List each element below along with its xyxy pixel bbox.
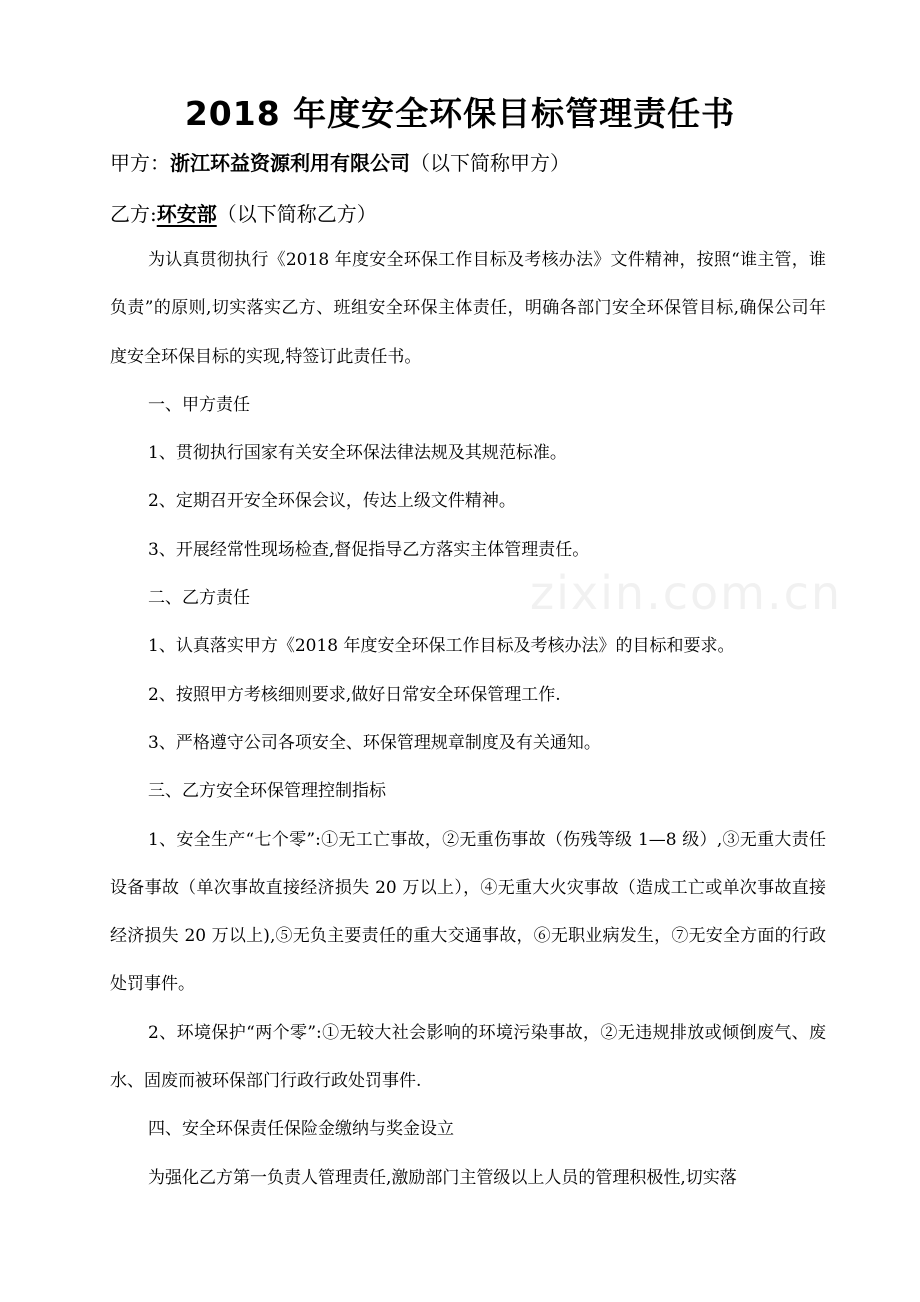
intro-paragraph: 为认真贯彻执行《2018 年度安全环保工作目标及考核办法》文件精神，按照“谁主管，谁负责”的原则,切实落实乙方、班组安全环保主体责任，明确各部门安全环保管目标,确保公司年度安全环保目标的实现,特签订此责任书。 — [110, 250, 826, 367]
list-item: 1、贯彻执行国家有关安全环保法律法规及其规范标准。 — [148, 443, 567, 464]
list-item: 2、环境保护“两个零”:①无较大社会影响的环境污染事故，②无违规排放或倾倒废气、废水、固废而被环保部门行政行政处罚事件. — [110, 1022, 826, 1092]
list-item: 2、按照甲方考核细则要求,做好日常安全环保管理工作. — [148, 684, 561, 705]
body-paragraph: 为强化乙方第一负责人管理责任,激励部门主管级以上人员的管理积极性,切实落 — [148, 1167, 737, 1188]
section-heading-control-indicators: 三、乙方安全环保管理控制指标 — [148, 781, 386, 802]
section-heading-party-b: 二、乙方责任 — [148, 588, 250, 609]
party-a-name: 浙江环益资源利用有限公司 — [170, 151, 410, 175]
list-item: 3、严格遵守公司各项安全、环保管理规章制度及有关通知。 — [148, 732, 601, 753]
party-a-label: 甲方： — [110, 151, 170, 175]
list-item: 1、认真落实甲方《2018 年度安全环保工作目标及考核办法》的目标和要求。 — [148, 636, 735, 657]
list-item: 1、安全生产“七个零”:①无工亡事故，②无重伤事故（伤残等级 1—8 级）,③无重大责任设备事故（单次事故直接经济损失 20 万以上），④无重大火灾事故（造成工亡或单次事故直接经济损失 20 万以上),⑤无负主要责任的重大交通事故，⑥无职业病发生，⑦无安全方面的行政处罚事件。 — [110, 829, 826, 995]
party-b-name: 环安部 — [156, 202, 217, 226]
party-b-label: 乙方: — [110, 202, 157, 226]
party-b-note: （以下简称乙方） — [216, 202, 377, 226]
section-heading-insurance: 四、安全环保责任保险金缴纳与奖金设立 — [148, 1119, 454, 1140]
party-a-line — [110, 147, 830, 176]
list-item: 2、定期召开安全环保会议，传达上级文件精神。 — [148, 491, 516, 512]
section-heading-party-a: 一、甲方责任 — [148, 394, 250, 415]
document-title: 2018 年度安全环保目标管理责任书 — [184, 94, 736, 133]
party-b-line — [110, 198, 830, 227]
party-a-note: （以下简称甲方） — [410, 151, 570, 175]
watermark-text: zixin.com.cn — [530, 566, 843, 620]
document-body — [110, 236, 826, 1202]
list-item: 3、开展经常性现场检查,督促指导乙方落实主体管理责任。 — [148, 539, 590, 560]
